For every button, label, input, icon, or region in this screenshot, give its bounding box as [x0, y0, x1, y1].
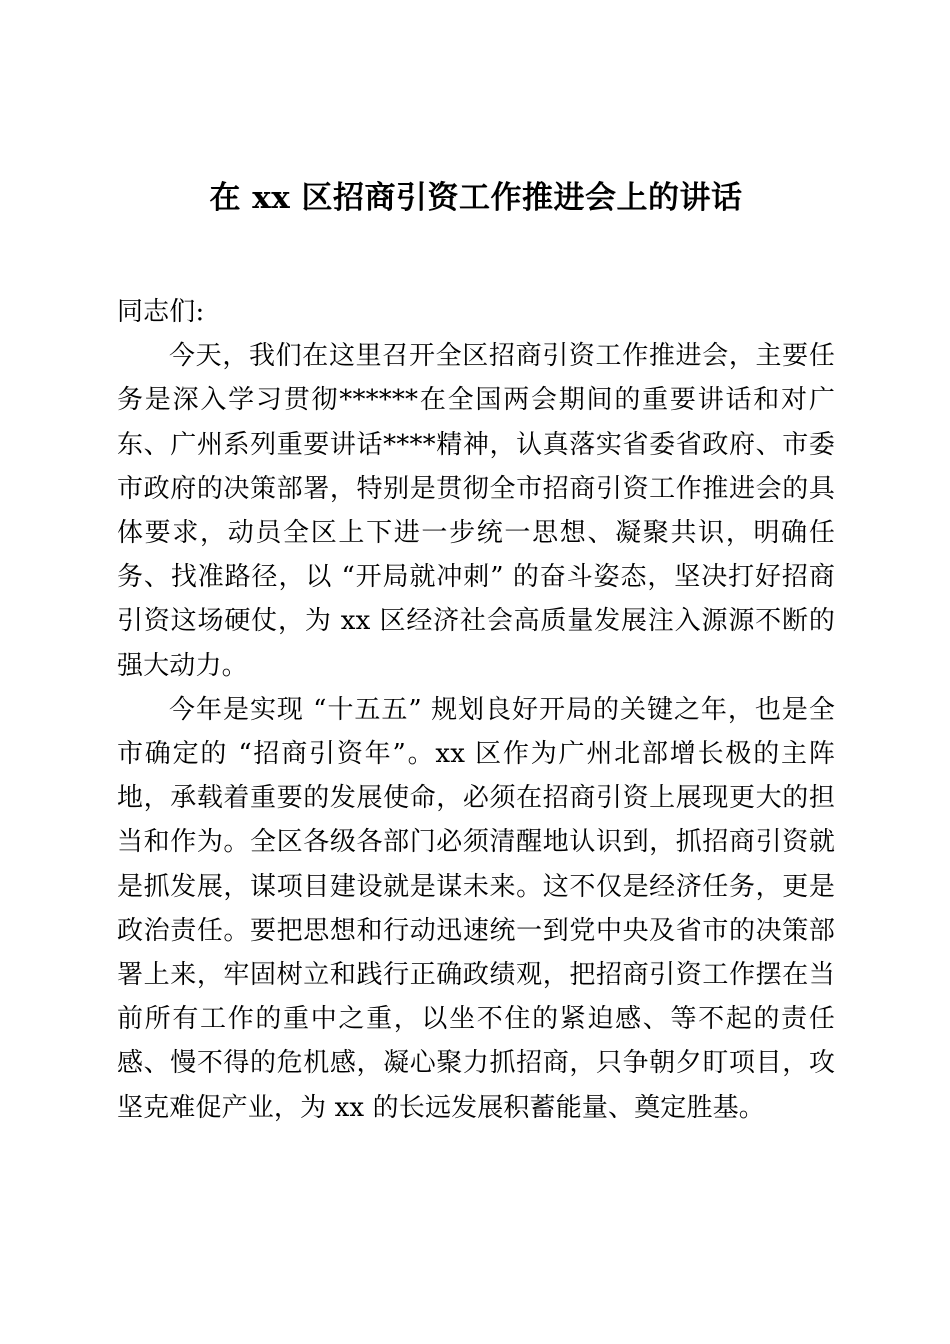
title-bottom-spacer — [117, 220, 835, 290]
title-top-spacer — [117, 0, 835, 176]
body-paragraph-2: 今年是实现 “十五五” 规划良好开局的关键之年，也是全市确定的 “招商引资年”。xx 区作为广州北部增长极的主阵地，承载着重要的发展使命，必须在招商引资上展现更大的担当和作为。全区各级各部门必须清醒地认识到，抓招商引资就是抓发展，谋项目建设就是谋未来。这不仅是经济任务，更是政治责任。要把思想和行动迅速统一到党中央及省市的决策部署上来，牢固树立和践行正确政绩观，把招商引资工作摆在当前所有工作的重中之重，以坐不住的紧迫感、等不起的责任感、慢不得的危机感，凝心聚力抓招商，只争朝夕盯项目，攻坚克难促产业，为 xx 的长远发展积蓄能量、奠定胜基。 — [117, 694, 835, 1123]
salutation-line: 同志们: — [117, 297, 205, 327]
document-body — [117, 0, 835, 1130]
page-title: 在 xx 区招商引资工作推进会上的讲话 — [209, 180, 743, 216]
body-paragraph-1: 今天，我们在这里召开全区招商引资工作推进会，主要任务是深入学习贯彻******在全国两会期间的重要讲话和对广东、广州系列重要讲话****精神，认真落实省委省政府、市委市政府的决策部署，特别是贯彻全市招商引资工作推进会的具体要求，动员全区上下进一步统一思想、凝聚共识，明确任务、找准路径，以 “开局就冲刺” 的奋斗姿态，坚决打好招商引资这场硬仗，为 xx 区经济社会高质量发展注入源源不断的强大动力。 — [117, 341, 835, 681]
